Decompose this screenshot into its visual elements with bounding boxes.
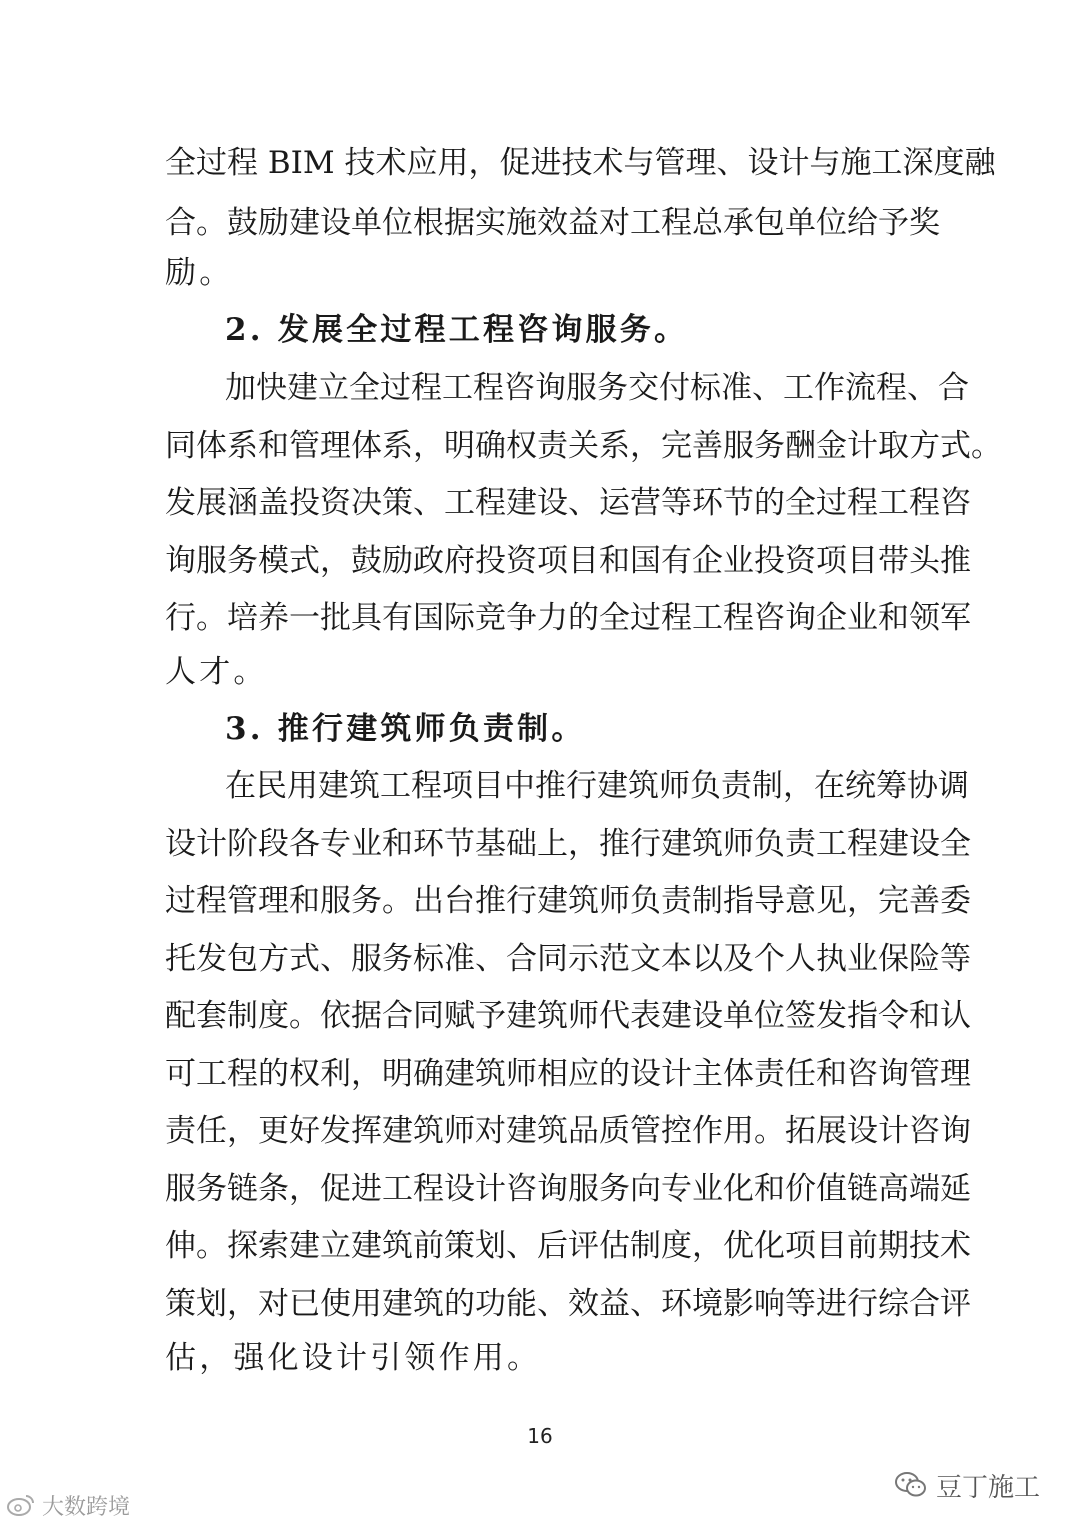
body-text-line: 配套制度。依据合同赋予建筑师代表建设单位签发指令和认 xyxy=(165,998,971,1034)
body-text-line: 过程管理和服务。出台推行建筑师负责制指导意见，完善委 xyxy=(165,883,971,919)
body-text-line: 加快建立全过程工程咨询服务交付标准、工作流程、合 xyxy=(225,370,969,406)
body-text-line: 服务链条，促进工程设计咨询服务向专业化和价值链高端延 xyxy=(165,1171,971,1207)
watermark-left-text: 大数跨境 xyxy=(42,1494,131,1520)
watermark-right xyxy=(894,1465,1040,1505)
body-text-line: 可工程的权利，明确建筑师相应的设计主体责任和咨询管理 xyxy=(165,1056,971,1092)
body-text-line: 人才。 xyxy=(165,654,268,690)
body-text-line: 行。培养一批具有国际竞争力的全过程工程咨询企业和领军 xyxy=(165,600,971,636)
body-text-line: 询服务模式，鼓励政府投资项目和国有企业投资项目带头推 xyxy=(165,543,971,579)
wechat-icon xyxy=(894,1471,928,1499)
body-text-line: 发展涵盖投资决策、工程建设、运营等环节的全过程工程咨 xyxy=(165,485,971,521)
page-number: 16 xyxy=(527,1424,553,1448)
section-heading: 3. 推行建筑师负责制。 xyxy=(225,711,586,747)
section-heading: 2. 发展全过程工程咨询服务。 xyxy=(225,312,689,348)
watermark-right-text: 豆丁施工 xyxy=(935,1472,1040,1503)
body-text-line: 责任，更好发挥建筑师对建筑品质管控作用。拓展设计咨询 xyxy=(165,1113,971,1149)
body-text-line: 在民用建筑工程项目中推行建筑师负责制，在统筹协调 xyxy=(225,768,969,804)
body-text-line: 策划，对已使用建筑的功能、效益、环境影响等进行综合评 xyxy=(165,1286,971,1322)
body-text-line: 同体系和管理体系，明确权责关系，完善服务酬金计取方式。 xyxy=(165,428,1002,464)
body-text-line: 伸。探索建立建筑前策划、后评估制度，优化项目前期技术 xyxy=(165,1228,971,1264)
body-text-line: 设计阶段各专业和环节基础上，推行建筑师负责工程建设全 xyxy=(165,826,971,862)
body-text-line: 全过程 BIM 技术应用，促进技术与管理、设计与施工深度融 xyxy=(165,145,996,181)
body-text-line: 励。 xyxy=(165,255,234,291)
watermark-left xyxy=(6,1490,130,1520)
body-text-line: 托发包方式、服务标准、合同示范文本以及个人执业保险等 xyxy=(165,941,971,977)
body-text-line: 估，强化设计引领作用。 xyxy=(165,1340,542,1376)
body-text-line: 合。鼓励建设单位根据实施效益对工程总承包单位给予奖 xyxy=(165,205,940,241)
weibo-icon xyxy=(6,1493,36,1517)
